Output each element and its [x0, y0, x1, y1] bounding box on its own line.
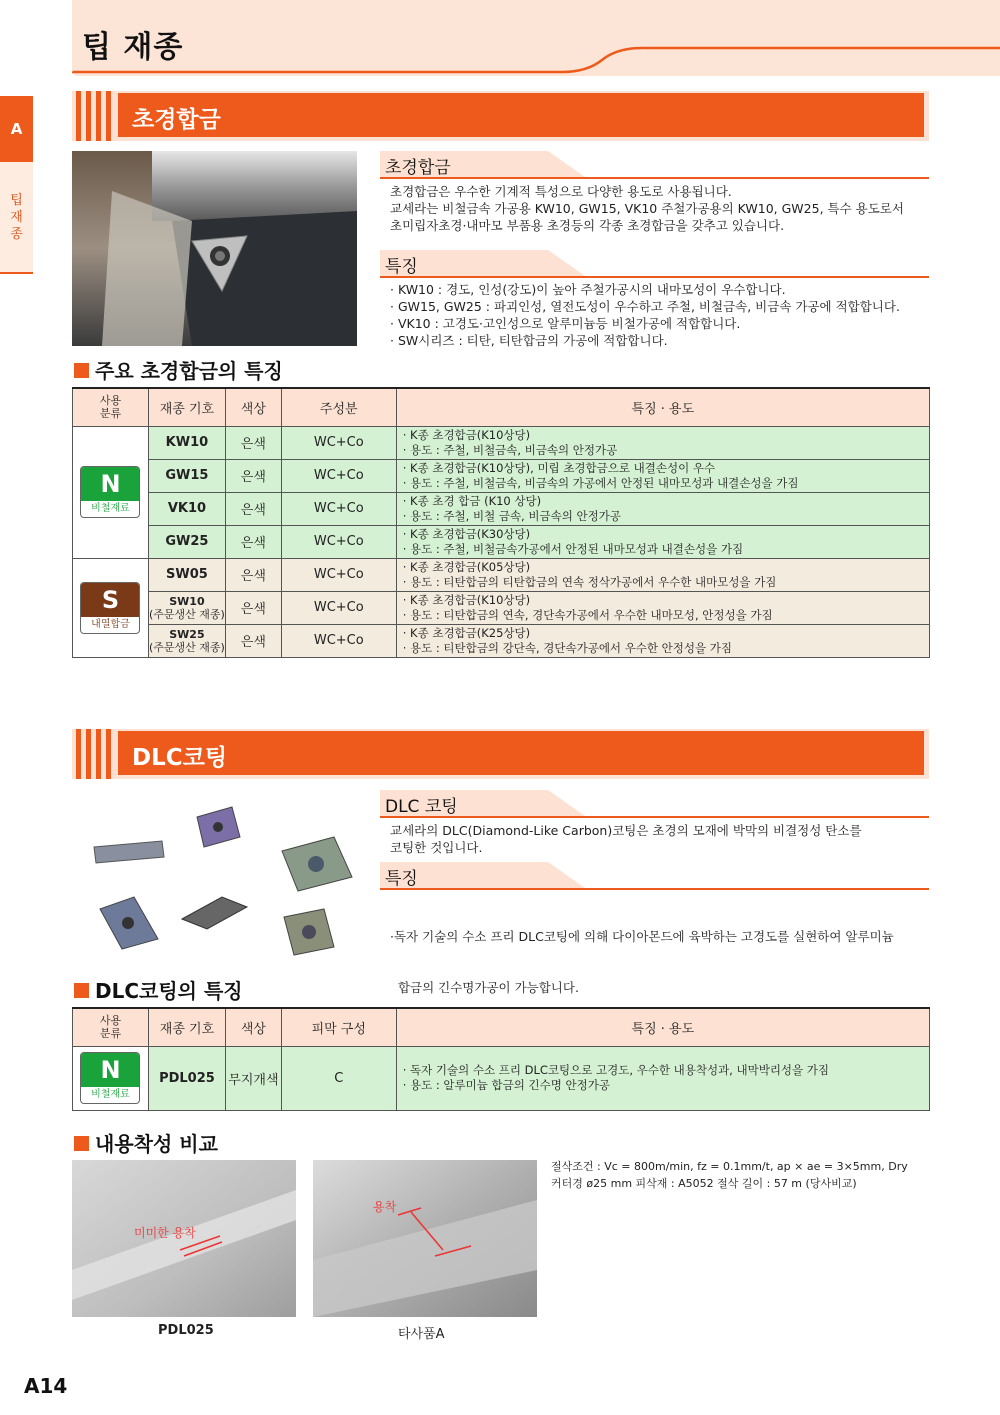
col-color: 색상	[225, 388, 281, 426]
side-tab-letter[interactable]: A	[0, 96, 33, 162]
cemented-features-list: · KW10 : 경도, 인성(강도)이 높아 주철가공시의 내마모성이 우수합니다. · GW15, GW25 : 파괴인성, 열전도성이 우수하고 주철, 비철금속, 비금속 가공에 적합합니다. · VK10 : 고경도·고인성으로 알루미늄등 비철가공에 적합합니다. · SW시리즈 : 티탄, 티탄합금의 가공에 적합합니다.	[390, 282, 900, 348]
dlc-inserts-photo	[72, 789, 362, 979]
cemented-table	[72, 387, 930, 658]
use-cell-n	[73, 426, 149, 558]
pdl025-label: 미미한 용착	[134, 1226, 196, 1240]
table-row: GW15 은색 WC+Co · K종 초경합금(K10상당), 미립 초경합금으로 내결손성이 우수 · 용도 : 주철, 비철금속, 비금속의 가공에서 안정된 내마모성과 내결손성을 가짐	[73, 459, 930, 492]
header-curve	[72, 0, 1000, 76]
col-feature: 특징 · 용도	[396, 388, 929, 426]
cemented-band-title: 초경합금	[132, 107, 221, 133]
side-tab-label-text: 팁 재 종	[10, 193, 23, 242]
table-row: S 내열합금 SW05 은색 WC+Co · K종 초경합금(K05상당) · 용도 : 티탄합금의 티탄합금의 연속 정삭가공에서 우수한 내마모성을 가짐	[73, 558, 930, 591]
cutting-conditions: 절삭조건 : Vc = 800m/min, fz = 0.1mm/t, ap × ae = 3×5mm, Dry 커터경 ø25 mm 피삭재 : A5052 절삭 길이 : 57 m (당사비교)	[551, 1160, 908, 1190]
dlc-features-heading: 특징	[380, 862, 929, 890]
competitor-label: 용착	[373, 1200, 397, 1214]
badge-n: N 비철재료	[80, 1052, 140, 1104]
pdl025-caption: PDL025	[158, 1323, 214, 1338]
comparison-title: 내용착성 비교	[74, 1128, 218, 1157]
pdl025-surface-photo	[72, 1160, 296, 1317]
dlc-features-list: ·독자 기술의 수소 프리 DLC코팅에 의해 다이아몬드에 육박하는 고경도를 실현하여 알루미늄 합금의 긴수명가공이 가능합니다.	[390, 929, 894, 995]
table-header-row	[73, 388, 930, 426]
page-number: A14	[24, 1374, 68, 1398]
col-component: 주성분	[281, 388, 396, 426]
use-cell-s	[73, 558, 149, 657]
dlc-intro-heading: DLC 코팅	[380, 790, 929, 818]
cemented-intro-heading: 초경합금	[380, 151, 929, 179]
col-use: 사용 분류	[73, 388, 149, 426]
competitor-surface-photo	[313, 1160, 537, 1317]
col-grade: 재종 기호	[148, 388, 225, 426]
dlc-band-title: DLC코팅	[132, 745, 228, 771]
side-tab-label	[0, 162, 33, 274]
table-row: SW10 (주문생산 재종) 은색 WC+Co · K종 초경합금(K10상당) · 용도 : 티탄합금의 연속, 경단속가공에서 우수한 내마모성, 안정성을 가짐	[73, 591, 930, 624]
cemented-table-title: 주요 초경합금의 특징	[74, 355, 283, 384]
cemented-features-heading: 특징	[380, 250, 929, 278]
table-row: SW25 (주문생산 재종) 은색 WC+Co · K종 초경합금(K25상당) · 용도 : 티탄합금의 강단속, 경단속가공에서 우수한 안정성을 가짐	[73, 624, 930, 657]
cemented-intro-text: 초경합금은 우수한 기계적 특성으로 다양한 용도로 사용됩니다. 교세라는 비철금속 가공용 KW10, GW15, VK10 주철가공용의 KW10, GW25, 특수 용도로서 초미립자초경·내마모 부품용 초경등의 각종 초경합금을 갖추고 있습니다.	[390, 184, 904, 233]
dlc-intro-text: 교세라의 DLC(Diamond-Like Carbon)코팅은 초경의 모재에 박막의 비결정성 탄소를 코팅한 것입니다.	[390, 823, 862, 855]
competitor-caption: 타사품A	[398, 1327, 445, 1342]
page-title: 팁 재종	[82, 30, 184, 65]
dlc-table	[72, 1007, 930, 1111]
table-row: GW25 은색 WC+Co · K종 초경합금(K30상당) · 용도 : 주철, 비철금속가공에서 안정된 내마모성과 내결손성을 가짐	[73, 525, 930, 558]
table-row: N 비철재료 PDL025 무지개색 C · 독자 기술의 수소 프리 DLC코팅으로 고경도, 우수한 내용착성과, 내막박리성을 가짐 · 용도 : 알루미늄 합금의 긴수명 안정가공	[73, 1046, 930, 1110]
table-row: VK10 은색 WC+Co · K종 초경 합금 (K10 상당) · 용도 : 주철, 비철 금속, 비금속의 안정가공	[73, 492, 930, 525]
dlc-table-title: DLC코팅의 특징	[74, 975, 243, 1004]
dlc-band	[72, 729, 929, 779]
table-header-row: 사용 분류 재종 기호 색상 피막 구성 특징 · 용도	[73, 1008, 930, 1046]
badge-n: N 비철재료	[80, 466, 140, 518]
cemented-band	[72, 91, 929, 141]
badge-s: S 내열합금	[80, 582, 140, 634]
insert-photo	[72, 151, 357, 346]
table-row: N 비철재료 KW10 은색 WC+Co · K종 초경합금(K10상당) · 용도 : 주철, 비철금속, 비금속의 안정가공	[73, 426, 930, 459]
